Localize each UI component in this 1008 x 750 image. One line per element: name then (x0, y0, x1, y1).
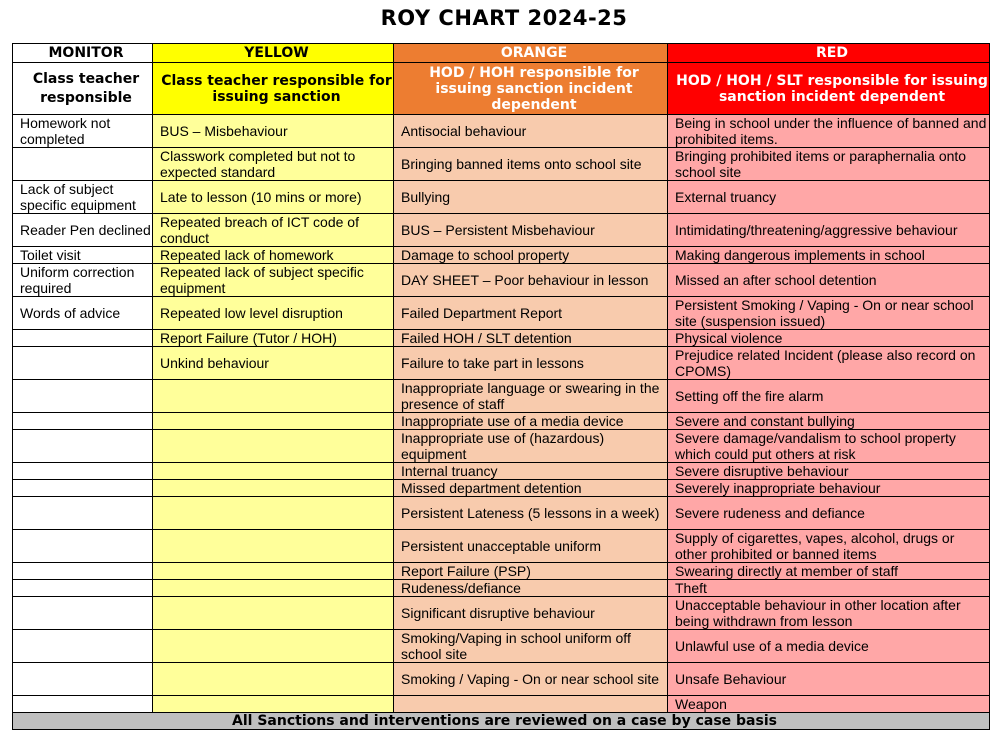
table-row (13, 497, 990, 530)
orange-cell: Persistent Lateness (5 lessons in a week) (394, 497, 668, 530)
monitor-cell (13, 597, 153, 630)
table-row (13, 115, 990, 148)
red-cell: Bringing prohibited items or paraphernalia onto school site (668, 148, 990, 181)
table-row (13, 480, 990, 497)
monitor-cell (13, 413, 153, 430)
monitor-cell (13, 330, 153, 347)
monitor-cell: Lack of subject specific equipment (13, 181, 153, 214)
subheader-red: HOD / HOH / SLT responsible for issuing sanction incident dependent (668, 63, 990, 115)
monitor-cell (13, 347, 153, 380)
red-cell: Weapon (668, 696, 990, 713)
yellow-cell (153, 580, 394, 597)
table-row (13, 430, 990, 463)
monitor-cell (13, 580, 153, 597)
yellow-cell: Repeated lack of subject specific equipment (153, 264, 394, 297)
header-red: RED (668, 44, 990, 63)
red-cell: Setting off the fire alarm (668, 380, 990, 413)
orange-cell: Bullying (394, 181, 668, 214)
table-row (13, 630, 990, 663)
red-cell: Missed an after school detention (668, 264, 990, 297)
yellow-cell: Late to lesson (10 mins or more) (153, 181, 394, 214)
yellow-cell: BUS – Misbehaviour (153, 115, 394, 148)
monitor-cell (13, 430, 153, 463)
yellow-cell: Unkind behaviour (153, 347, 394, 380)
subheader-row (13, 63, 990, 115)
yellow-cell: Classwork completed but not to expected standard (153, 148, 394, 181)
red-cell: Severe disruptive behaviour (668, 463, 990, 480)
red-cell: Theft (668, 580, 990, 597)
red-cell: Supply of cigarettes, vapes, alcohol, drugs or other prohibited or banned items (668, 530, 990, 563)
red-cell: Being in school under the influence of banned and prohibited items. (668, 115, 990, 148)
footer-row (13, 713, 990, 730)
monitor-cell (13, 663, 153, 696)
table-row (13, 330, 990, 347)
red-cell: Unsafe Behaviour (668, 663, 990, 696)
monitor-cell (13, 480, 153, 497)
monitor-cell: Words of advice (13, 297, 153, 330)
monitor-cell: Reader Pen declined (13, 214, 153, 247)
red-cell: Severe and constant bullying (668, 413, 990, 430)
yellow-cell (153, 463, 394, 480)
monitor-cell (13, 148, 153, 181)
table-row (13, 148, 990, 181)
orange-cell: Missed department detention (394, 480, 668, 497)
monitor-cell: Homework not completed (13, 115, 153, 148)
orange-cell: Inappropriate use of a media device (394, 413, 668, 430)
yellow-cell (153, 480, 394, 497)
yellow-cell (153, 413, 394, 430)
orange-cell: Inappropriate use of (hazardous) equipment (394, 430, 668, 463)
header-yellow: YELLOW (153, 44, 394, 63)
table-row (13, 580, 990, 597)
red-cell: Severe damage/vandalism to school property which could put others at risk (668, 430, 990, 463)
orange-cell: BUS – Persistent Misbehaviour (394, 214, 668, 247)
page-title: ROY CHART 2024-25 (380, 6, 628, 30)
yellow-cell: Repeated breach of ICT code of conduct (153, 214, 394, 247)
yellow-cell (153, 696, 394, 713)
header-orange: ORANGE (394, 44, 668, 63)
red-cell: External truancy (668, 181, 990, 214)
subheader-monitor: Class teacher responsible (13, 63, 153, 115)
yellow-cell (153, 630, 394, 663)
orange-cell: Report Failure (PSP) (394, 563, 668, 580)
table-row (13, 247, 990, 264)
yellow-cell: Repeated low level disruption (153, 297, 394, 330)
red-cell: Persistent Smoking / Vaping - On or near school site (suspension issued) (668, 297, 990, 330)
red-cell: Severely inappropriate behaviour (668, 480, 990, 497)
orange-cell: Significant disruptive behaviour (394, 597, 668, 630)
orange-cell: Rudeness/defiance (394, 580, 668, 597)
yellow-cell (153, 497, 394, 530)
table-row (13, 214, 990, 247)
yellow-cell (153, 430, 394, 463)
orange-cell: Smoking / Vaping - On or near school site (394, 663, 668, 696)
orange-cell: Smoking/Vaping in school uniform off school site (394, 630, 668, 663)
table-row (13, 413, 990, 430)
subheader-yellow: Class teacher responsible for issuing sanction (153, 63, 394, 115)
table-row (13, 696, 990, 713)
orange-cell (394, 696, 668, 713)
table-row (13, 181, 990, 214)
yellow-cell (153, 597, 394, 630)
yellow-cell (153, 380, 394, 413)
roy-chart-table (12, 43, 990, 730)
header-row (13, 44, 990, 63)
orange-cell: Antisocial behaviour (394, 115, 668, 148)
table-row (13, 347, 990, 380)
yellow-cell: Repeated lack of homework (153, 247, 394, 264)
monitor-cell (13, 530, 153, 563)
monitor-cell (13, 497, 153, 530)
orange-cell: Internal truancy (394, 463, 668, 480)
orange-cell: Failure to take part in lessons (394, 347, 668, 380)
red-cell: Unlawful use of a media device (668, 630, 990, 663)
orange-cell: Persistent unacceptable uniform (394, 530, 668, 563)
footer-note: All Sanctions and interventions are reviewed on a case by case basis (13, 713, 990, 730)
table-row (13, 380, 990, 413)
orange-cell: Failed HOH / SLT detention (394, 330, 668, 347)
table-row (13, 663, 990, 696)
red-cell: Unacceptable behaviour in other location after being withdrawn from lesson (668, 597, 990, 630)
monitor-cell (13, 630, 153, 663)
monitor-cell (13, 380, 153, 413)
orange-cell: Failed Department Report (394, 297, 668, 330)
subheader-orange: HOD / HOH responsible for issuing sanction incident dependent (394, 63, 668, 115)
monitor-cell: Toilet visit (13, 247, 153, 264)
yellow-cell (153, 563, 394, 580)
monitor-cell (13, 696, 153, 713)
header-monitor: MONITOR (13, 44, 153, 63)
table-row (13, 463, 990, 480)
red-cell: Swearing directly at member of staff (668, 563, 990, 580)
red-cell: Intimidating/threatening/aggressive behaviour (668, 214, 990, 247)
red-cell: Making dangerous implements in school (668, 247, 990, 264)
red-cell: Prejudice related Incident (please also record on CPOMS) (668, 347, 990, 380)
orange-cell: DAY SHEET – Poor behaviour in lesson (394, 264, 668, 297)
table-row (13, 597, 990, 630)
red-cell: Severe rudeness and defiance (668, 497, 990, 530)
yellow-cell (153, 530, 394, 563)
yellow-cell (153, 663, 394, 696)
red-cell: Physical violence (668, 330, 990, 347)
orange-cell: Damage to school property (394, 247, 668, 264)
table-row (13, 530, 990, 563)
table-row (13, 264, 990, 297)
table-row (13, 563, 990, 580)
table-row (13, 297, 990, 330)
orange-cell: Inappropriate language or swearing in the presence of staff (394, 380, 668, 413)
monitor-cell (13, 463, 153, 480)
monitor-cell (13, 563, 153, 580)
yellow-cell: Report Failure (Tutor / HOH) (153, 330, 394, 347)
orange-cell: Bringing banned items onto school site (394, 148, 668, 181)
monitor-cell: Uniform correction required (13, 264, 153, 297)
